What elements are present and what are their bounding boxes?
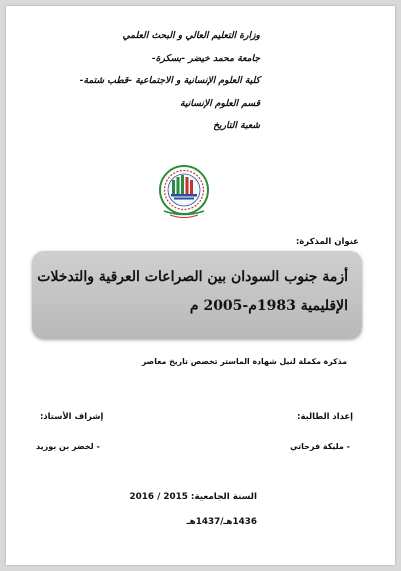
institution-header: [20, 30, 260, 143]
memo-title-box: [32, 251, 362, 339]
university-seal-icon: [158, 164, 210, 220]
faculty-name: كلية العلوم الإنسانية و الاجتماعية -قطب شتمة-: [79, 75, 260, 86]
memo-title-line-2: الإقليمية 1983م-2005 م: [189, 298, 348, 314]
supervisor-label: إشراف الأستاذ:: [40, 411, 104, 421]
student-name: - مليكة فرحاتي: [290, 442, 350, 451]
branch-name: شعبة التاريخ: [213, 120, 260, 131]
memo-title-label: عنوان المذكرة:: [295, 237, 359, 247]
department-name: قسم العلوم الإنسانية: [180, 97, 260, 109]
academic-year-hijri: 1436هـ/1437هـ: [186, 517, 257, 527]
memo-title-line-1: أزمة جنوب السودان بين الصراعات العرقية والتدخلات: [37, 269, 348, 285]
memo-subtitle: مذكرة مكملة لنيل شهادة الماستر تخصص تاريخ معاصر: [141, 357, 347, 366]
ministry-name: وزارة التعليم العالي و البحث العلمي: [122, 30, 260, 41]
cover-page: [6, 6, 395, 565]
academic-year-gregorian: السنة الجامعية: 2015 / 2016: [129, 492, 257, 502]
student-label: إعداد الطالبة:: [297, 411, 353, 421]
university-name: جامعة محمد خيضر -بسكرة-: [151, 52, 260, 64]
supervisor-name: - لخضر بن بوزيد: [36, 442, 100, 451]
